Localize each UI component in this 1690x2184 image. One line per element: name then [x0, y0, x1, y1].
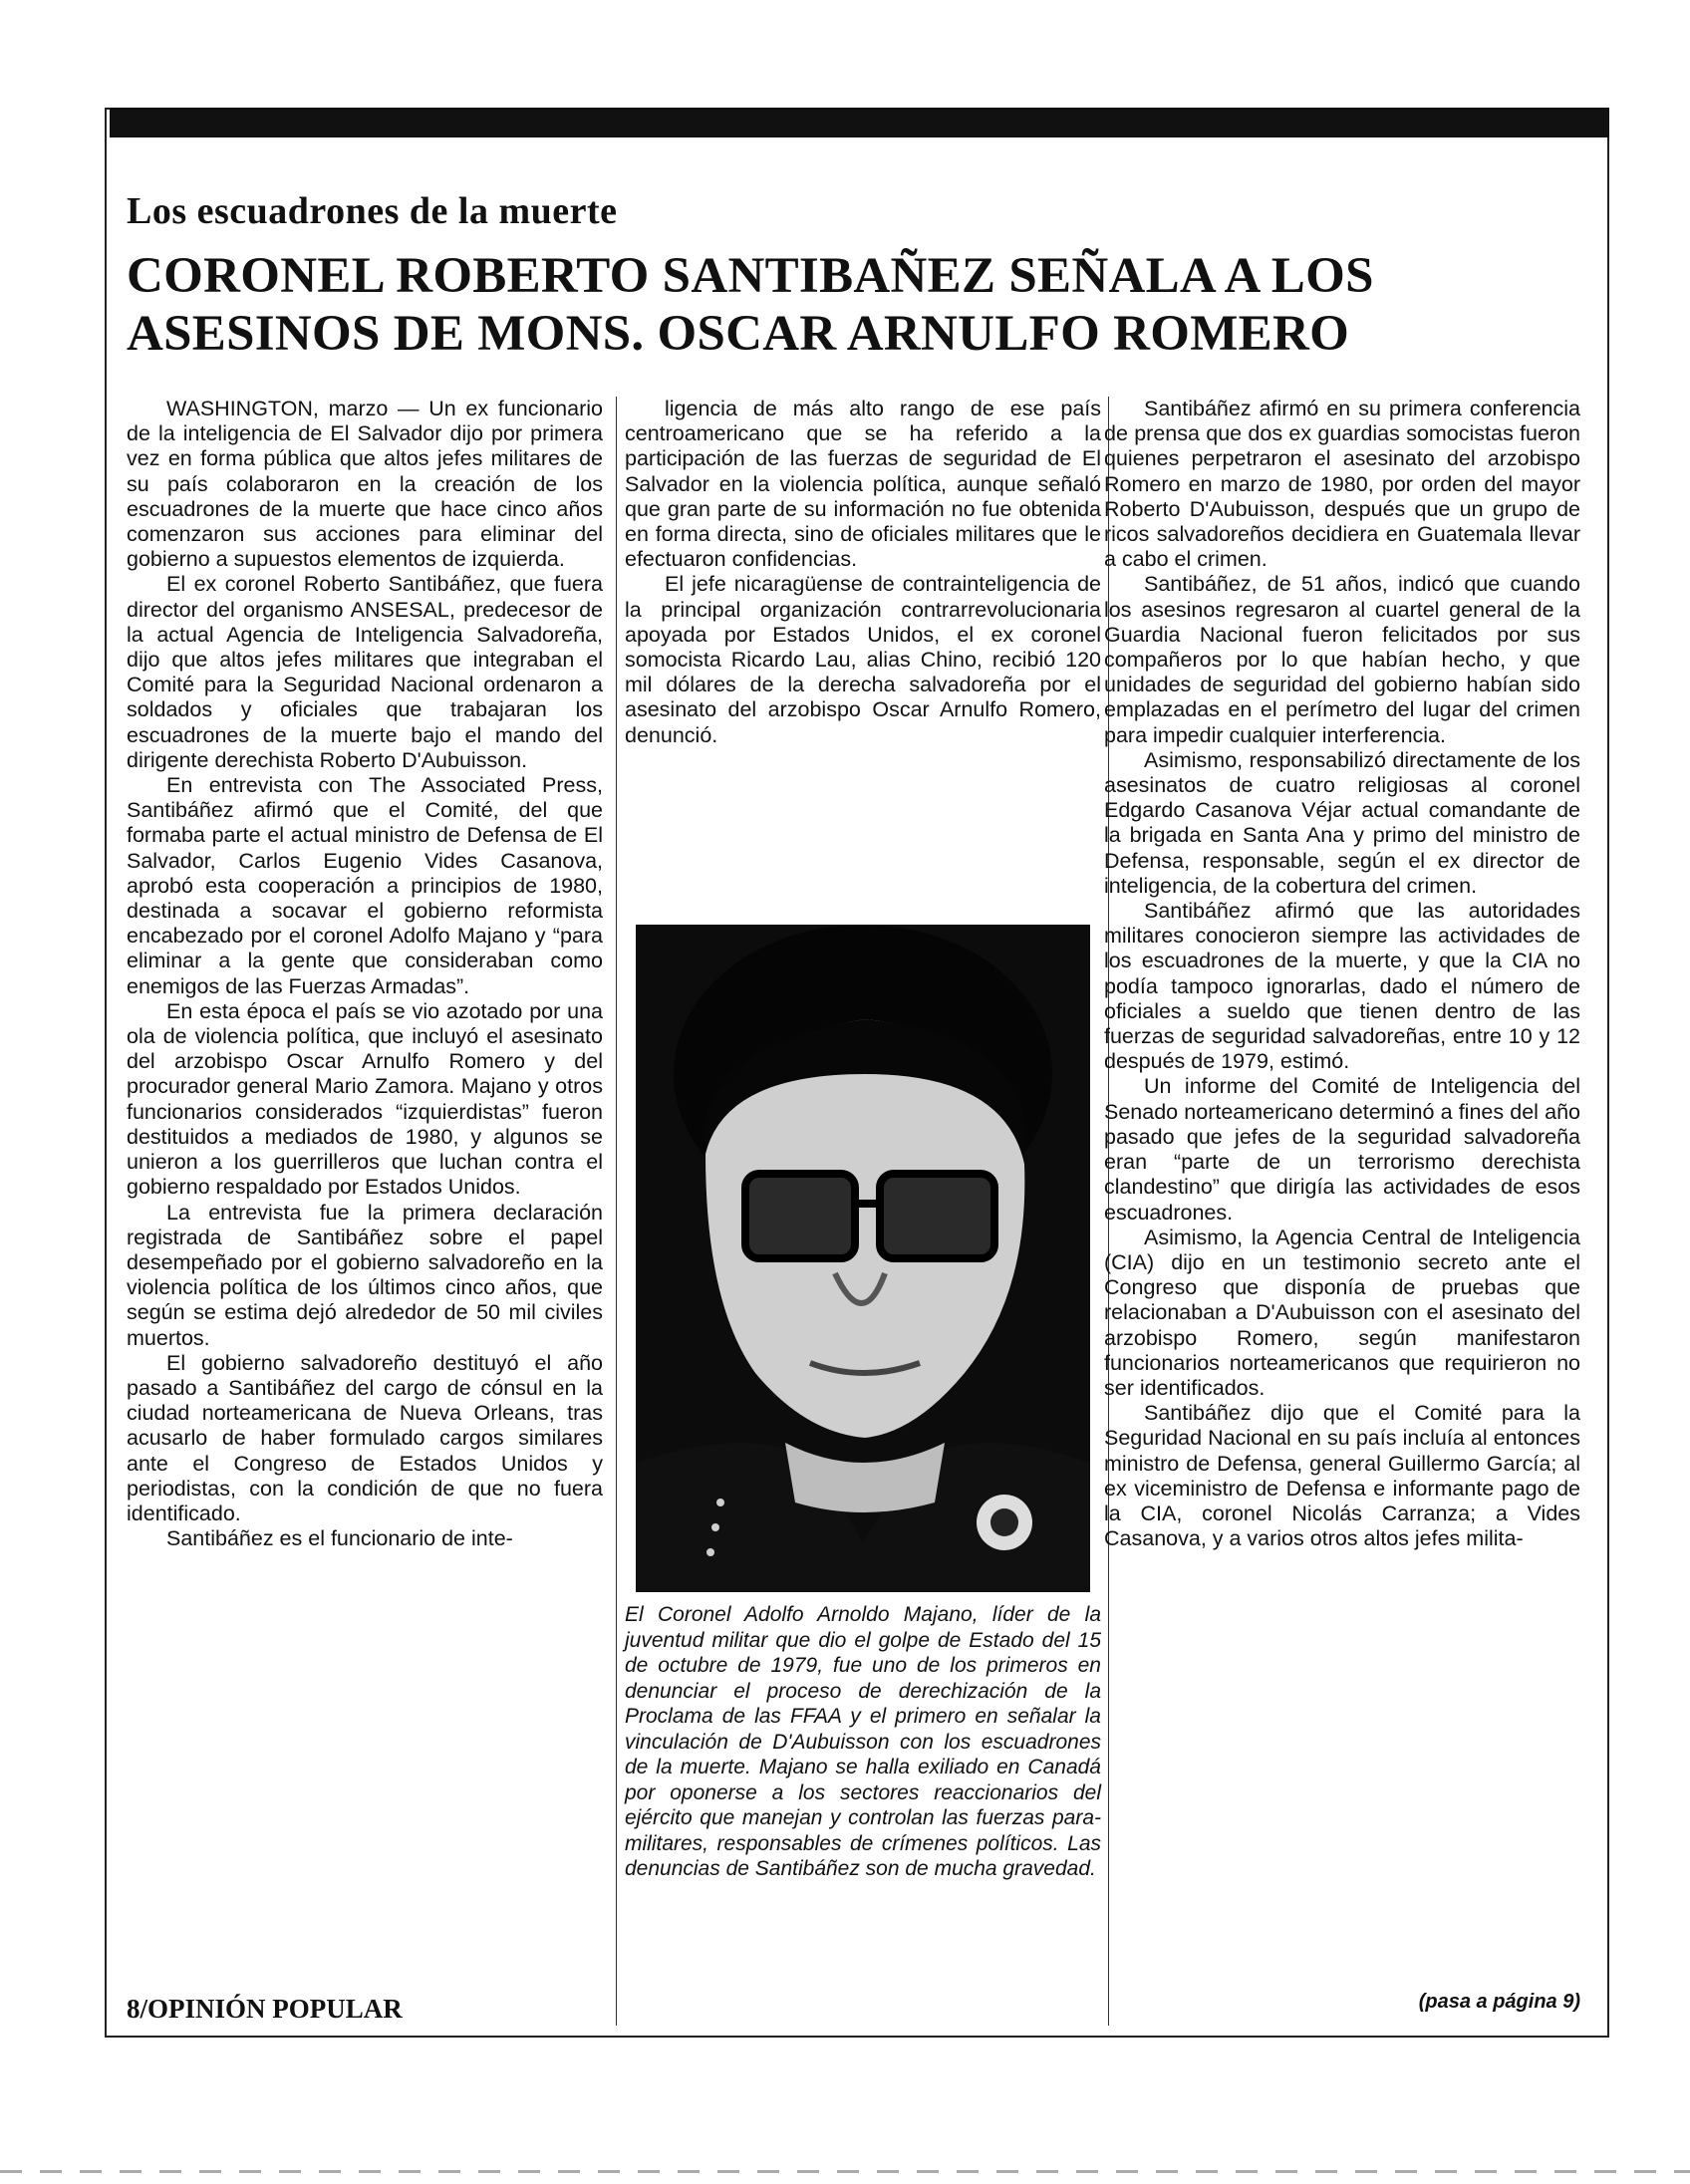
kicker: Los escuadrones de la muerte [127, 190, 618, 232]
headline: CORONEL ROBERTO SANTIBAÑEZ SEÑALA A LOS ASESINOS DE MONS. OSCAR ARNULFO ROMERO [127, 248, 1374, 362]
photo-caption: El Coronel Adolfo Arnoldo Majano, líder de la juventud militar que dio el golpe de Estado del 15 de octubre de 1979, fue uno de los primeros en denunciar el proceso de derechización de la Proclama de las FFAA y el primero en señalar la vinculación de D'Aubuisson con los escuadrones de la muerte. Majano se halla exiliado en Canadá por oponerse a los sectores reaccionarios del ejército que manejan y controlan las fuerzas para-militares, responsables de crímenes políticos. Las denuncias de Santibáñez son de mucha gravedad. [625, 1603, 1101, 1880]
paragraph: Santibáñez, de 51 años, indicó que cuando los asesinos regresaron al cuartel general de la Guardia Nacional fueron felicitados por sus compañeros por lo que habían hecho, y que unidades de seguridad del gobierno habían sido emplazadas en el perímetro del lugar del crimen para impedir cualquier interferencia. [1104, 572, 1580, 747]
paragraph: El ex coronel Roberto Santibáñez, que fuera director del organismo ANSESAL, predecesor de la actual Agencia de Inteligencia Salvadoreña, dijo que altos jefes militares que integraban el Comité para la Seguridad Nacional ordenaron a soldados y oficiales que trabajaran los escuadrones de la muerte bajo el mando del dirigente derechista Roberto D'Aubuisson. [127, 572, 603, 772]
paragraph: WASHINGTON, marzo — Un ex funcionario de la inteligencia de El Salvador dijo por primera vez en forma pública que altos jefes militares de su país colaboraron en la creación de los escuadrones de la muerte que hace cinco años comenzaron sus acciones para eliminar del gobierno a supuestos elementos de izquierda. [127, 397, 603, 572]
paragraph: Santibáñez afirmó en su primera conferencia de prensa que dos ex guardias somocistas fueron quienes perpetraron el asesinato del arzobispo Romero en marzo de 1980, por orden del mayor Roberto D'Aubuisson, después que un grupo de ricos salvadoreños decidiera en Guatemala llevar a cabo el crimen. [1104, 397, 1580, 572]
paragraph: El jefe nicaragüense de contrainteligencia de la principal organización contrarrevolucionaria apoyada por Estados Unidos, el ex coronel somocista Ricardo Lau, alias Chino, recibió 120 mil dólares de la derecha salvadoreña por el asesinato del arzobispo Oscar Arnulfo Romero, denunció. [625, 572, 1101, 747]
paragraph: En esta época el país se vio azotado por una ola de violencia política, que incluyó el asesinato del arzobispo Oscar Arnulfo Romero y del procurador general Mario Zamora. Majano y otros funcionarios considerados “izquierdistas” fueron destituidos a mediados de 1980, y algunos se unieron a los guerrilleros que luchan contra el gobierno respaldado por Estados Unidos. [127, 998, 603, 1200]
scan-edge [0, 2170, 1690, 2173]
paragraph: Santibáñez dijo que el Comité para la Seguridad Nacional en su país incluía al entonces ministro de Defensa, general Guillermo García; al ex viceministro de Defensa e informante pago de la CIA, coronel Nicolás Carranza; a Vides Casanova, y a varios otros altos jefes milita- [1104, 1401, 1580, 1551]
column-1 [127, 397, 603, 1551]
paragraph: La entrevista fue la primera declaración registrada de Santibáñez sobre el papel desempeñado por el gobierno salvadoreño en la violencia política de los últimos cinco años, que según se estima dejó alrededor de 50 mil civiles muertos. [127, 1200, 603, 1350]
paragraph: Santibáñez es el funcionario de inte- [166, 1526, 513, 1551]
paragraph: ligencia de más alto rango de ese país centroamericano que se ha referido a la participación de las fuerzas de seguridad de El Salvador en la violencia política, aunque señaló que gran parte de su información no fue obtenida en forma directa, sino de oficiales militares que le efectuaron confidencias. [625, 397, 1101, 572]
paragraph: En entrevista con The Associated Press, Santibáñez afirmó que el Comité, del que formaba parte el actual ministro de Defensa de El Salvador, Carlos Eugenio Vides Casanova, aprobó esta cooperación a principios de 1980, destinada a socavar el gobierno reformista encabezado por el coronel Adolfo Majano y “para eliminar a la gente que consideraban como enemigos de las Fuerzas Armadas”. [127, 773, 603, 998]
continuation-note: (pasa a página 9) [1418, 1991, 1580, 2013]
column-2 [625, 397, 1101, 748]
page-label: 8/OPINIÓN POPULAR [127, 1994, 403, 2024]
portrait-photo [636, 925, 1090, 1592]
header-bar [110, 108, 1609, 137]
paragraph: Santibáñez afirmó que las autoridades militares conocieron siempre las actividades de los escuadrones de la muerte, y que la CIA no podía tampoco ignorarlas, dado el número de oficiales a sueldo que tienen dentro de las fuerzas de seguridad salvadoreñas, entre 10 y 12 después de 1979, estimó. [1104, 899, 1580, 1074]
paragraph: El gobierno salvadoreño destituyó el año pasado a Santibáñez del cargo de cónsul en la ciudad norteamericana de Nueva Orleans, tras acusarlo de haber formulado cargos similares ante el Congreso de Estados Unidos y periodistas, con la condición de que no fuera identificado. [127, 1350, 603, 1525]
column-rule [616, 397, 617, 2026]
paragraph: Un informe del Comité de Inteligencia del Senado norteamericano determinó a fines del año pasado que jefes de la seguridad salvadoreña eran “parte de un terrorismo derechista clandestino” que dirigía las actividades de esos escuadrones. [1104, 1074, 1580, 1225]
portrait-image [636, 925, 1090, 1592]
paragraph: Asimismo, la Agencia Central de Inteligencia (CIA) dijo en un testimonio secreto ante el Congreso que disponía de pruebas que relacionaban a D'Aubuisson con el asesinato del arzobispo Romero, según manifestaron funcionarios norteamericanos que requirieron no ser identificados. [1104, 1225, 1580, 1400]
paragraph: Asimismo, responsabilizó directamente de los asesinatos de cuatro religiosas al coronel Edgardo Casanova Véjar actual comandante de la brigada en Santa Ana y primo del ministro de Defensa, responsable, según el ex director de inteligencia, de la cobertura del crimen. [1104, 747, 1580, 898]
column-3 [1104, 397, 1580, 1551]
